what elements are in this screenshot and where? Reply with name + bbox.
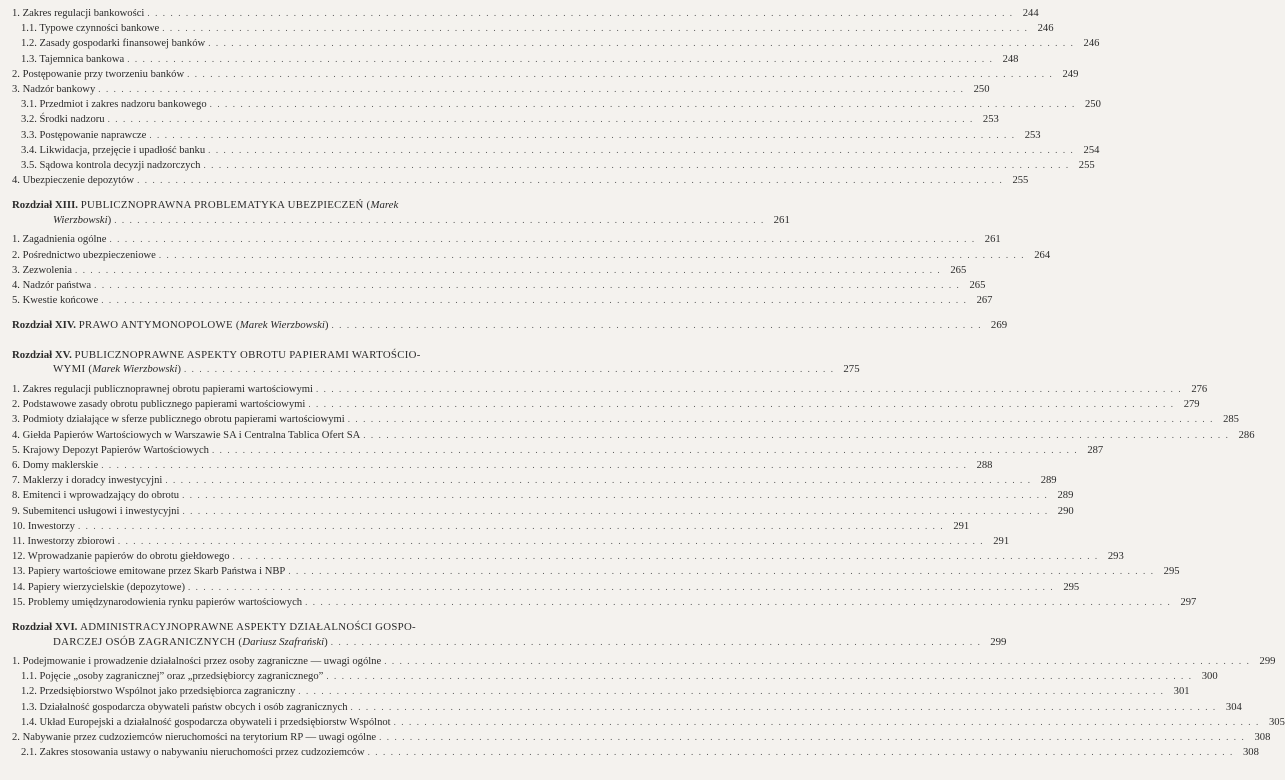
- toc-entry-title: 3.5. Sądowa kontrola decyzji nadzorczych: [21, 160, 201, 172]
- page-number: 275: [843, 363, 860, 376]
- leader-dots: [165, 473, 1031, 487]
- chapter-title: ADMINISTRACYJNOPRAWNE ASPEKTY DZIAŁALNOŚCI GOSPO-: [80, 621, 416, 633]
- leader-dots: [351, 700, 1217, 714]
- toc-entry: [12, 67, 1079, 82]
- toc-entry: [12, 97, 1101, 112]
- chapter-xiii-heading: Rozdział XIII. PUBLICZNOPRAWNA PROBLEMATYKA UBEZPIECZEŃ (Marek Wierzbowski) . . . 261: [12, 198, 486, 227]
- leader-dots: [182, 504, 1048, 518]
- toc-entry: [12, 504, 1074, 519]
- chapter-author: Marek Wierzbowski: [92, 363, 178, 376]
- toc-entry-title: 2. Nabywanie przez cudzoziemców nieruchomości na terytorium RP — uwagi ogólne: [12, 732, 377, 744]
- toc-entry: [12, 412, 1239, 427]
- page-number: 255: [1012, 175, 1029, 187]
- page-number: 289: [1057, 490, 1074, 502]
- chapter-author-cont: Wierzbowski: [53, 213, 108, 226]
- page-number: 290: [1057, 505, 1074, 517]
- leader-dots: [98, 82, 964, 96]
- leader-dots: [187, 67, 1053, 81]
- toc-section-banking: [12, 6, 1101, 188]
- page-number: 250: [973, 84, 990, 96]
- leader-dots: [212, 443, 1078, 457]
- toc-entry: [12, 443, 1104, 458]
- leader-dots: [326, 669, 1192, 683]
- toc-entry: [12, 488, 1074, 503]
- leader-dots: [159, 248, 1025, 262]
- leader-dots: [94, 278, 960, 292]
- leader-dots: [233, 549, 1099, 563]
- page-number: 305: [1268, 716, 1285, 728]
- page-number: 300: [1201, 671, 1218, 683]
- chapter-author: Dariusz Szafrański: [242, 635, 325, 648]
- toc-entry-title: 1.2. Zasady gospodarki finansowej banków: [21, 38, 206, 50]
- table-of-contents: [12, 6, 1285, 760]
- toc-entry-title: 12. Wprowadzanie papierów do obrotu giełdowego: [12, 551, 230, 563]
- toc-section-foreign-business: [12, 654, 1285, 760]
- toc-entry: [12, 36, 1100, 51]
- leader-dots: [188, 580, 1054, 594]
- toc-entry: [12, 52, 1019, 67]
- toc-entry: [12, 715, 1285, 730]
- leader-dots: [288, 564, 1154, 578]
- leader-dots: [101, 458, 967, 472]
- leader-dots: [384, 654, 1250, 668]
- leader-dots: [331, 318, 982, 333]
- page-number: 291: [953, 520, 970, 532]
- toc-entry: [12, 397, 1200, 412]
- page-number: 244: [1022, 8, 1039, 19]
- toc-entry-title: 1. Zakres regulacji bankowości: [12, 8, 145, 19]
- toc-entry-title: 15. Problemy umiędzynarodowienia rynku papierów wartościowych: [12, 596, 303, 608]
- leader-dots: [363, 428, 1229, 442]
- leader-dots: [210, 97, 1076, 111]
- toc-entry-title: 4. Nadzór państwa: [12, 280, 92, 292]
- toc-entry: [12, 158, 1095, 173]
- page-number: 308: [1254, 732, 1271, 744]
- chapter-author: Marek: [370, 199, 399, 212]
- toc-entry-title: 3.1. Przedmiot i zakres nadzoru bankowego: [21, 99, 207, 111]
- toc-entry: [12, 263, 967, 278]
- toc-entry-title: 14. Papiery wierzycielskie (depozytowe): [12, 581, 185, 593]
- leader-dots: [298, 684, 1164, 698]
- page-number: 248: [1002, 53, 1019, 65]
- toc-entry: [12, 549, 1124, 564]
- page-number: 265: [950, 264, 967, 276]
- leader-dots: [147, 6, 1013, 20]
- toc-entry-title: 1.4. Układ Europejski a działalność gospodarcza obywateli i przedsiębiorstw Wspólnot: [21, 716, 391, 728]
- page-number: 295: [1163, 566, 1180, 578]
- page-number: 295: [1063, 581, 1080, 593]
- toc-entry-title: 3.3. Postępowanie naprawcze: [21, 129, 147, 141]
- toc-entry-title: 1. Podejmowanie i prowadzenie działalności przez osoby zagraniczne — uwagi ogólne: [12, 656, 382, 667]
- toc-section-securities: [12, 382, 1255, 610]
- toc-entry-title: 2.1. Zakres stosowania ustawy o nabywaniu nieruchomości przez cudzoziemców: [21, 747, 365, 759]
- toc-entry: [12, 684, 1190, 699]
- leader-dots: [208, 36, 1074, 50]
- page-number: 279: [1183, 399, 1200, 411]
- toc-entry: [12, 173, 1029, 188]
- toc-entry-title: 10. Inwestorzy: [12, 520, 75, 532]
- page-number: 250: [1085, 99, 1101, 111]
- toc-entry: [12, 654, 1276, 669]
- leader-dots: [368, 745, 1234, 759]
- page-number: 299: [1259, 656, 1276, 667]
- toc-entry: [12, 580, 1080, 595]
- page-number: 253: [1024, 129, 1041, 141]
- leader-dots: [316, 382, 1182, 396]
- toc-entry-title: 1.3. Działalność gospodarcza obywateli państw obcych i osób zagranicznych: [21, 701, 348, 713]
- page-number: 293: [1107, 551, 1124, 563]
- toc-entry-title: 1. Zagadnienia ogólne: [12, 234, 107, 246]
- chapter-label: Rozdział XIII.: [12, 199, 78, 212]
- page-number: 261: [773, 213, 790, 226]
- toc-entry: [12, 458, 993, 473]
- page-number: 308: [1242, 747, 1259, 759]
- toc-entry: [12, 428, 1255, 443]
- toc-entry: [12, 21, 1054, 36]
- toc-entry: [12, 595, 1197, 610]
- toc-entry: [12, 519, 970, 534]
- page-number: 265: [969, 280, 986, 292]
- page-number: 249: [1062, 68, 1079, 80]
- leader-dots: [101, 293, 967, 307]
- page-number: 267: [976, 295, 993, 307]
- toc-entry: [12, 669, 1218, 684]
- leader-dots: [118, 534, 984, 548]
- toc-entry: [12, 248, 1051, 263]
- toc-entry-title: 5. Kwestie końcowe: [12, 295, 99, 307]
- leader-dots: [114, 213, 765, 228]
- leader-dots: [308, 397, 1174, 411]
- leader-dots: [305, 595, 1171, 609]
- toc-section-insurance: [12, 232, 1051, 308]
- toc-entry-title: 2. Podstawowe zasady obrotu publicznego papierami wartościowymi: [12, 399, 306, 411]
- chapter-label: Rozdział XIV.: [12, 319, 76, 332]
- chapter-xv-heading: Rozdział XV. PUBLICZNOPRAWNE ASPEKTY OBROTU PAPIERAMI WARTOŚCIO- WYMI (Marek Wierzbowski) . . . 275: [12, 348, 486, 377]
- toc-entry-title: 1. Zakres regulacji publicznoprawnej obrotu papierami wartościowymi: [12, 383, 313, 395]
- page-number: 288: [976, 459, 993, 471]
- leader-dots: [184, 362, 835, 377]
- leader-dots: [137, 173, 1003, 187]
- toc-entry-title: 13. Papiery wartościowe emitowane przez Skarb Państwa i NBP: [12, 566, 286, 578]
- page-number: 246: [1083, 38, 1100, 50]
- leader-dots: [208, 143, 1074, 157]
- toc-entry-title: 2. Pośrednictwo ubezpieczeniowe: [12, 249, 156, 261]
- toc-entry: [12, 128, 1041, 143]
- leader-dots: [108, 112, 974, 126]
- toc-entry-title: 1.3. Tajemnica bankowa: [21, 53, 125, 65]
- page-number: 299: [990, 635, 1007, 648]
- leader-dots: [394, 715, 1260, 729]
- page-number: 269: [990, 319, 1008, 332]
- chapter-title: PUBLICZNOPRAWNE ASPEKTY OBROTU PAPIERAMI WARTOŚCIO-: [74, 348, 421, 361]
- toc-entry-title: 2. Postępowanie przy tworzeniu banków: [12, 68, 185, 80]
- leader-dots: [78, 519, 944, 533]
- leader-dots: [162, 21, 1028, 35]
- page-number: 276: [1191, 383, 1208, 395]
- toc-entry: [12, 112, 999, 127]
- toc-entry: [12, 534, 1010, 549]
- leader-dots: [127, 52, 993, 66]
- page-number: 246: [1037, 23, 1054, 35]
- page-number: 286: [1238, 429, 1255, 441]
- toc-entry-title: 1.1. Pojęcie „osoby zagranicznej” oraz „przedsiębiorcy zagranicznego”: [21, 671, 324, 683]
- leader-dots: [379, 730, 1245, 744]
- toc-entry-title: 3.2. Środki nadzoru: [21, 114, 105, 126]
- page-number: 287: [1087, 444, 1104, 456]
- toc-entry-title: 3.4. Likwidacja, przejęcie i upadłość banku: [21, 144, 206, 156]
- leader-dots: [75, 263, 941, 277]
- toc-entry: [12, 700, 1242, 715]
- chapter-label: Rozdział XV.: [12, 348, 72, 361]
- leader-dots: [149, 128, 1015, 142]
- chapter-label: Rozdział XVI.: [12, 621, 78, 633]
- chapter-author: Marek Wierzbowski: [239, 319, 325, 332]
- toc-entry: [12, 564, 1180, 579]
- toc-entry-title: 1.1. Typowe czynności bankowe: [21, 23, 160, 35]
- toc-entry: [12, 293, 993, 308]
- leader-dots: [203, 158, 1069, 172]
- leader-dots: [331, 635, 982, 650]
- page-number: 254: [1083, 144, 1100, 156]
- chapter-title: PRAWO ANTYMONOPOLOWE (: [78, 319, 240, 332]
- toc-entry-title: 3. Podmioty działające w sferze publicznego obrotu papierami wartościowymi: [12, 414, 345, 426]
- toc-entry: [12, 473, 1057, 488]
- toc-entry: [12, 232, 1001, 247]
- page-number: 285: [1223, 414, 1239, 426]
- toc-entry-title: 5. Krajowy Depozyt Papierów Wartościowych: [12, 444, 209, 456]
- page-number: 301: [1173, 686, 1190, 698]
- toc-entry-title: 4. Ubezpieczenie depozytów: [12, 175, 135, 187]
- page-number: 291: [993, 535, 1010, 547]
- toc-entry-title: 3. Nadzór bankowy: [12, 84, 96, 96]
- page-number: 253: [982, 114, 999, 126]
- toc-entry-title: 8. Emitenci i wprowadzający do obrotu: [12, 490, 180, 502]
- page-number: 289: [1040, 475, 1057, 487]
- toc-entry: [12, 730, 1271, 745]
- toc-entry-title: 9. Subemitenci usługowi i inwestycyjni: [12, 505, 180, 517]
- toc-entry-title: 3. Zezwolenia: [12, 264, 73, 276]
- leader-dots: [182, 488, 1048, 502]
- chapter-xvi-heading: Rozdział XVI. ADMINISTRACYJNOPRAWNE ASPEKTY DZIAŁALNOŚCI GOSPO- DARCZEJ OSÓB ZAGRANICZNYCH (Dariusz Szafrański) . . . 299: [12, 620, 486, 649]
- toc-entry-title: 1.2. Przedsiębiorstwo Wspólnot jako przedsiębiorca zagraniczny: [21, 686, 296, 698]
- toc-entry: [12, 278, 986, 293]
- chapter-xiv-heading: Rozdział XIV. PRAWO ANTYMONOPOLOWE (Marek Wierzbowski) . . . 269: [12, 318, 486, 333]
- toc-entry-title: 6. Domy maklerskie: [12, 459, 99, 471]
- page-number: 255: [1078, 160, 1095, 172]
- toc-entry: [12, 382, 1208, 397]
- leader-dots: [109, 232, 975, 246]
- toc-entry: [12, 143, 1100, 158]
- toc-entry: [12, 745, 1259, 760]
- toc-entry: [12, 82, 990, 97]
- page-number: 297: [1180, 596, 1197, 608]
- toc-entry: [12, 6, 1039, 21]
- page-number: 261: [984, 234, 1001, 246]
- page-number: 264: [1034, 249, 1051, 261]
- chapter-title: PUBLICZNOPRAWNA PROBLEMATYKA UBEZPIECZEŃ (: [80, 199, 371, 212]
- toc-entry-title: 4. Giełda Papierów Wartościowych w Warszawie SA i Centralna Tablica Ofert SA: [12, 429, 361, 441]
- toc-entry-title: 7. Maklerzy i doradcy inwestycyjni: [12, 475, 163, 487]
- toc-entry-title: 11. Inwestorzy zbiorowi: [12, 535, 115, 547]
- page-number: 304: [1225, 701, 1242, 713]
- leader-dots: [348, 412, 1214, 426]
